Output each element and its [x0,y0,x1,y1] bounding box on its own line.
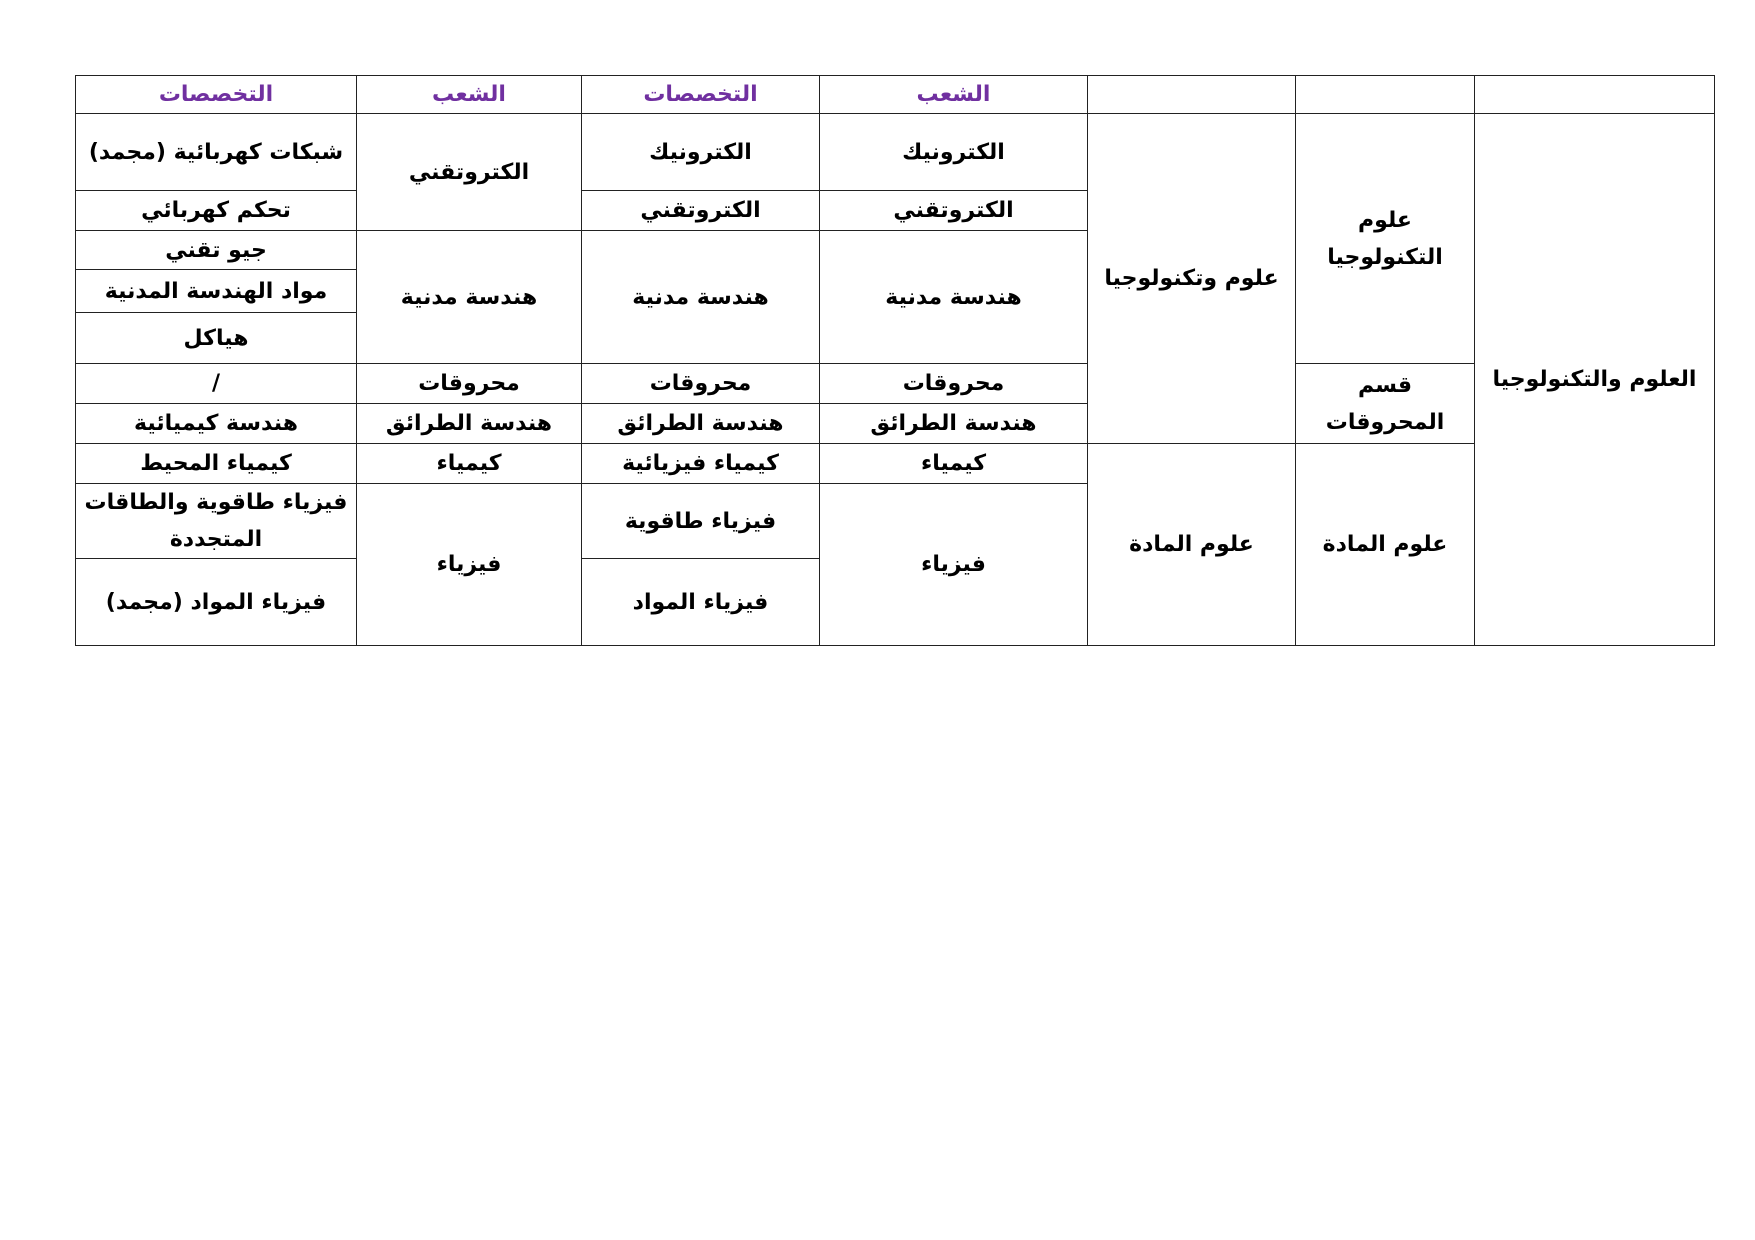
branch-a-hydrocarbons: محروقات [820,364,1088,404]
branch-b-hydrocarbons: محروقات [357,364,582,404]
specialty-b-chemical-engineering: هندسة كيميائية [76,404,357,444]
specialty-a-materials-physics: فيزياء المواد [582,559,820,646]
specialty-b-energy-renewable-physics: فيزياء طاقوية والطاقات المتجددة [76,484,357,559]
header-specialties-a: التخصصات [582,76,820,114]
branch-a-physics: فيزياء [820,484,1088,646]
domain-cell: العلوم والتكنولوجيا [1475,114,1715,646]
header-specialties-b: التخصصات [76,76,357,114]
specialty-a-energy-physics: فيزياء طاقوية [582,484,820,559]
specialty-a-civil-engineering: هندسة مدنية [582,231,820,364]
branch-b-electrotechnics: الكتروتقني [357,114,582,231]
branch-a-chemistry: كيمياء [820,444,1088,484]
field-matter-sciences: علوم المادة [1088,444,1296,646]
department-hydrocarbons: قسم المحروقات [1296,364,1475,444]
specialty-b-geotechnics: جيو تقني [76,231,357,270]
header-empty-3 [1088,76,1296,114]
branch-a-process-engineering: هندسة الطرائق [820,404,1088,444]
specialties-table [75,75,1715,646]
specialty-b-environmental-chemistry: كيمياء المحيط [76,444,357,484]
branch-a-civil-engineering: هندسة مدنية [820,231,1088,364]
department-matter-sciences: علوم المادة [1296,444,1475,646]
header-empty-1 [1475,76,1715,114]
specialty-b-structures: هياكل [76,313,357,364]
specialty-a-electronics: الكترونيك [582,114,820,191]
field-science-tech: علوم وتكنولوجيا [1088,114,1296,444]
branch-a-electrotechnics: الكتروتقني [820,191,1088,231]
specialty-a-process-engineering: هندسة الطرائق [582,404,820,444]
branch-b-process-engineering: هندسة الطرائق [357,404,582,444]
branch-a-electronics: الكترونيك [820,114,1088,191]
department-tech-sciences: علوم التكنولوجيا [1296,114,1475,364]
header-branches-b: الشعب [357,76,582,114]
branch-b-chemistry: كيمياء [357,444,582,484]
header-empty-2 [1296,76,1475,114]
specialty-b-none: / [76,364,357,404]
specialty-b-electrical-networks: شبكات كهربائية (مجمد) [76,114,357,191]
specialty-a-hydrocarbons: محروقات [582,364,820,404]
specialty-b-electrical-control: تحكم كهربائي [76,191,357,231]
specialty-a-physical-chemistry: كيمياء فيزيائية [582,444,820,484]
header-branches-a: الشعب [820,76,1088,114]
specialty-b-civil-materials: مواد الهندسة المدنية [76,270,357,313]
branch-b-civil-engineering: هندسة مدنية [357,231,582,364]
branch-b-physics: فيزياء [357,484,582,646]
specialty-a-electrotechnics: الكتروتقني [582,191,820,231]
specialty-b-materials-physics-frozen: فيزياء المواد (مجمد) [76,559,357,646]
